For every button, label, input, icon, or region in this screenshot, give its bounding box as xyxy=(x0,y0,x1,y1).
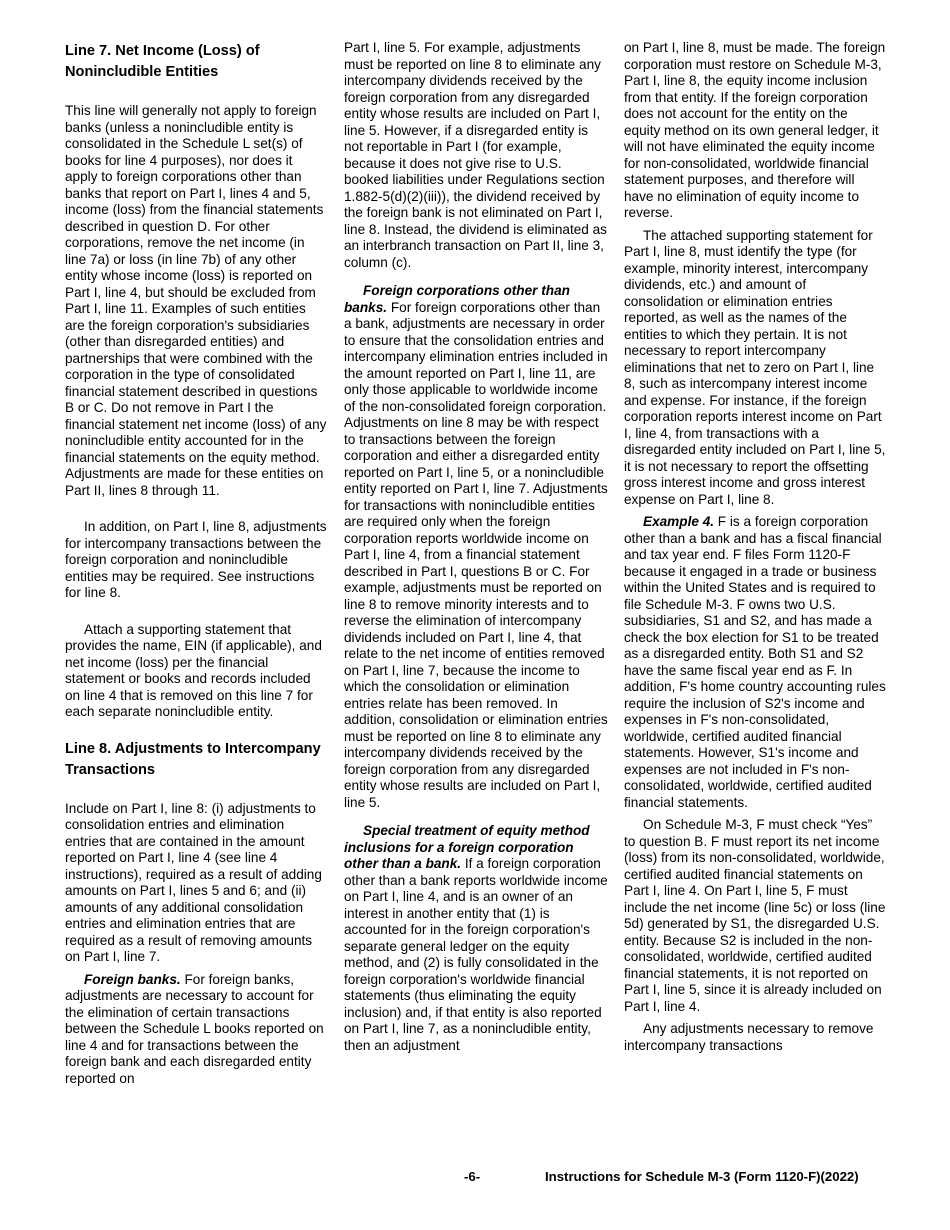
lead-equity-method: Special treatment of equity method inclusions for a foreign corporation other than a bank. xyxy=(344,823,590,871)
paragraph-example-4 xyxy=(624,514,886,811)
body-example-4: F is a foreign corporation other than a bank and has a fiscal financial and tax year end. F files Form 1120-F because it engaged in a trade or business within the United States and is required to file Schedule M-3. F owns two U.S. subsidiaries, S1 and S2, and has made a check the box election for S1 to be treated as a disregarded entity. Both S1 and S2 have the same fiscal year end as F. In addition, F's home country accounting rules require the inclusion of S2's income and expenses in F's non-consolidated, worldwide, certified audited financial statements. However, S1's income and expenses are not included in F's non-consolidated, worldwide, certified audited financial statements. xyxy=(624,514,886,810)
body-equity-method: If a foreign corporation other than a bank reports worldwide income on Part I, line 4, and is an owner of an interest in another entity that (1) is accounted for in the foreign corporation's separate general ledger on the equity method, and (2) is fully consolidated in the foreign corporation's worldwide financial statements (thus eliminating the equity inclusion) and, if that entity is also reported on Part I, line 7, as a nonincludible entity, then an adjustment xyxy=(344,856,608,1053)
paragraph-line7-intercompany: In addition, on Part I, line 8, adjustments for intercompany transactions between the foreign corporation and nonincludible entities may be required. See instructions for line 8. xyxy=(65,519,327,600)
heading-line-7: Line 7. Net Income (Loss) of Nonincludible Entities xyxy=(65,43,260,80)
paragraph-line7-intro: This line will generally not apply to foreign banks (unless a nonincludible entity is consolidated in the Schedule L set(s) of books for line 4 purposes), nor does it apply to foreign corporations other than banks that report on Part I, lines 4 and 5, income (loss) from the financial statements described in question D. For other corporations, remove the net income (in line 7a) or loss (in line 7b) of any other entity whose income (loss) is reported on Part I, line 4, but should be excluded from Part I, line 11. Examples of such entities are the foreign corporation's subsidiaries (other than disregarded entities) and partnerships that were combined with the corporation in the type of consolidated financial statement described in questions B or C. Do not remove in Part I the financial statement net income (loss) of any nonincludible entity accounted for in the financial statements on the equity method. Adjustments are made for these entities on Part II, lines 8 through 11. xyxy=(65,103,327,498)
paragraph-foreign-banks-cont: Part I, line 5. For example, adjustments must be reported on line 8 to eliminate any intercompany dividends received by the foreign corporation from any disregarded entity whose results are included on Part I, line 5. However, if a disregarded entity is not reportable in Part I (for example, because it does not give rise to U.S. booked liabilities under Regulations section 1.882-5(d)(2)(iii)), the dividend received by the foreign bank is not eliminated on Part I, line 8. Instead, the dividend is eliminated as an interbranch transaction on Part II, line 3, column (c). xyxy=(344,40,607,270)
column-middle xyxy=(344,40,608,1054)
page-number: -6- xyxy=(464,1169,481,1184)
paragraph-supporting-statement: The attached supporting statement for Part I, line 8, must identify the type (for example, minority interest, intercompany dividends, etc.) and amount of consolidation or elimination entries reported, as well as the names of the entities to which they pertain. It is not necessary to report intercompany eliminations that net to zero on Part I, line 8, such as intercompany interest income and expense. For instance, if the foreign corporation reports interest income on Part I, line 4, from transactions with a disregarded entity included on Part I, line 5, it is not necessary to report the offsetting gross interest income and gross interest expense on Part I, line 8. xyxy=(624,227,886,507)
page-footer xyxy=(0,1169,950,1189)
paragraph-line8-intro: Include on Part I, line 8: (i) adjustments to consolidation entries and elimination entries that are contained in the amount reported on Part I, line 4 (see line 4 instructions), required as a result of adding amounts on Part I, lines 5 and 6; and (ii) amounts of any additional consolidation entries and elimination entries that are required as a result of removing amounts on Part I, line 7. xyxy=(65,800,322,964)
lead-example-4: Example 4. xyxy=(643,514,715,529)
document-title: Instructions for Schedule M-3 (Form 1120-F)(2022) xyxy=(545,1169,859,1184)
body-foreign-corps: For foreign corporations other than a bank, adjustments are necessary in order to ensure that the consolidation entries and intercompany elimination entries included in the amount reported on Part I, line 11, are only those applicable to worldwide income of the non-consolidated foreign corporation. Adjustments on line 8 may be with respect to transactions between the foreign corporation and either a disregarded entity reported on Part I, line 5, or a nonincludible entity reported on Part I, line 7. Adjustments for transactions with nonincludible entities are required only when the foreign corporation reports worldwide income on Part I, line 4, from a financial statement described in Part I, questions B or C. For example, adjustments must be reported on line 8 to remove minority interests and to reverse the elimination of intercompany dividends included on Part I, line 4, that relate to the net income of entities removed on Part I, line 7, because the income to which the consolidation or elimination entries relate has been removed. In addition, consolidation or elimination entries must be reported on line 8 to eliminate any intercompany dividends received by the foreign corporation from any disregarded entity whose results are included on Part I, line 5. xyxy=(344,299,608,810)
lead-foreign-corps: Foreign corporations other than banks. xyxy=(344,283,570,315)
heading-line-8: Line 8. Adjustments to Intercompany Transactions xyxy=(65,740,321,778)
paragraph-foreign-corps xyxy=(344,283,608,811)
paragraph-equity-method xyxy=(344,823,608,1054)
paragraph-adjustments: Any adjustments necessary to remove intercompany transactions xyxy=(624,1021,874,1053)
paragraph-example-4-schedule: On Schedule M-3, F must check “Yes” to question B. F must report its net income (loss) from its non-consolidated, worldwide, certified audited financial statements on Part I, line 4. On Part I, line 5, F must include the net income (line 5c) or loss (line 5d) generated by S1, the disregarded U.S. entity. Because S2 is included in the non-consolidated, worldwide, certified audited financial statements, it is not reported on Part I, line 5, since it is already included on Part I, line 4. xyxy=(624,817,886,1014)
column-left xyxy=(65,40,327,1087)
paragraph-line7-supporting-statement: Attach a supporting statement that provides the name, EIN (if applicable), and net income (loss) per the financial statement or books and records included on line 4 that is removed on this line 7 for each separate nonincludible entity. xyxy=(65,621,322,719)
paragraph-equity-method-cont: on Part I, line 8, must be made. The foreign corporation must restore on Schedule M-3, Part I, line 8, the equity income inclusion from that entity. If the foreign corporation does not account for the entity on the equity method on its own general ledger, it will not have eliminated the equity income for non-consolidated, worldwide financial statement purposes, and therefore will have no elimination of equity income to reverse. xyxy=(624,40,886,220)
column-right xyxy=(624,40,886,1054)
body-foreign-banks: For foreign banks, adjustments are necessary to account for the elimination of certain transactions between the Schedule L books reported on line 4 and for transactions between the foreign bank and each disregarded entity reported on xyxy=(65,971,324,1086)
lead-foreign-banks: Foreign banks. xyxy=(84,971,181,987)
paragraph-foreign-banks xyxy=(65,972,327,1088)
